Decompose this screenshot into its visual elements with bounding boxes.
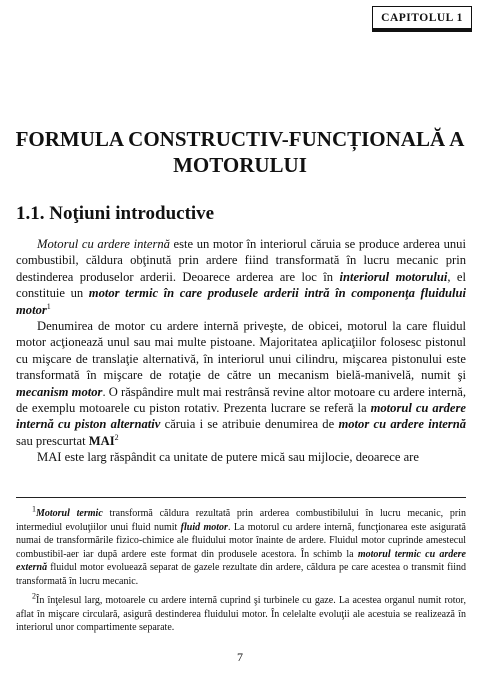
footnote-divider (16, 497, 466, 498)
text-run: fluidul motor evoluează separat de gazele rezultate din ardere, căldura pe care acestea o transmit fiind transformată în lucru mecanic. (16, 562, 466, 587)
paragraph-3 (16, 449, 466, 465)
footnote-2 (16, 591, 466, 635)
text-run: este un motor în interiorul căruia se produce arderea unui combustibil, căldura obţinută prin ardere fiind transformată în lucru mecanic prin destinderea produselor arderii. Deoarece arderea are loc în (16, 237, 466, 284)
text-run: MAI este larg răspândit ca unitate de putere mică sau mijlocie, deoarece are (37, 450, 419, 465)
footnote-ref-2: 2 (114, 432, 119, 442)
paragraph-1 (16, 236, 466, 318)
chapter-title-line-1: FORMULA CONSTRUCTIV-FUNCȚIONALĂ A (15, 127, 465, 151)
chapter-title (0, 126, 480, 178)
text-run: Denumirea de motor cu ardere internă priveşte, de obicei, motorul la care fluidul motor acţionează unul sau mai multe pistoane. Majoritatea aplicaţiilor folosesc pistonul cu mişcare de translaţie alternativă, în interiorul unui cilindru, mişcarea pistonului este transformată în mişcare de rotaţie de către un mecanism bielă-manivelă, numit şi (16, 319, 466, 383)
term-fluid-motor: fluid motor (180, 521, 228, 533)
paragraph-2 (16, 318, 466, 449)
term-motor-termic-ardere-externa: motorul termic cu ardere externă (16, 548, 466, 573)
chapter-label: CAPITOLUL 1 (372, 6, 472, 32)
text-run: căruia i se atribuie denumirea de (160, 417, 339, 432)
term-motor-piston-alternativ: motorul cu ardere internă cu piston alternativ (16, 401, 466, 432)
footnote-number-1: 1 (32, 504, 36, 514)
term-motorul-termic: Motorul termic (36, 508, 103, 519)
term-mai: MAI (88, 433, 115, 448)
section-title: 1.1. Noţiuni introductive (16, 203, 215, 224)
text-run: sau prescurtat (16, 433, 89, 448)
footnote-ref-1: 1 (46, 301, 51, 311)
text-run: , el constituie un (16, 269, 467, 301)
text-run: transformă căldura rezultată prin arderea combustibilului în lucru mecanic, prin intermediul evoluţiilor unui fluid numit (16, 508, 466, 533)
term-interiorul-motorului: interiorul motorului (339, 269, 448, 284)
chapter-title-line-2: MOTORULUI (173, 153, 307, 177)
term-motor-termic-definition: motor termic în care produsele arderii intră în componenţa fluidului motor (16, 286, 467, 317)
term-mecanism-motor: mecanism motor (16, 384, 103, 399)
body-text (16, 236, 466, 466)
text-run: . La motorul cu ardere internă, funcţionarea este asigurată numai de transformările fizico-chimice ale fluidului motor înainte de ardere. Fluidul motor cuprinde amestecul combustibil-aer iar după ardere este format din produsele acestora. În schimb la (16, 521, 466, 560)
text-run: . O răspândire mult mai restrânsă revine altor motoare cu ardere internă, de exemplu motoarele cu piston rotativ. Prezenta lucrare se referă la (16, 384, 466, 416)
term-motor-ardere-interna: Motorul cu ardere internă (37, 237, 170, 251)
page-number: 7 (237, 650, 243, 664)
term-motor-ardere-interna-2: motor cu ardere internă (338, 417, 466, 432)
footnote-1 (16, 504, 466, 588)
text-run: În înţelesul larg, motoarele cu ardere internă cuprind şi turbinele cu gaze. La acestea organul numit rotor, aflat în mişcare circulară, asigură destinderea fluidului motor. În celelalte evoluţii ale acestuia se realizează în interiorul unor compartimente separate. (16, 595, 466, 633)
footnote-number-2: 2 (32, 591, 36, 601)
footnotes (16, 504, 466, 641)
